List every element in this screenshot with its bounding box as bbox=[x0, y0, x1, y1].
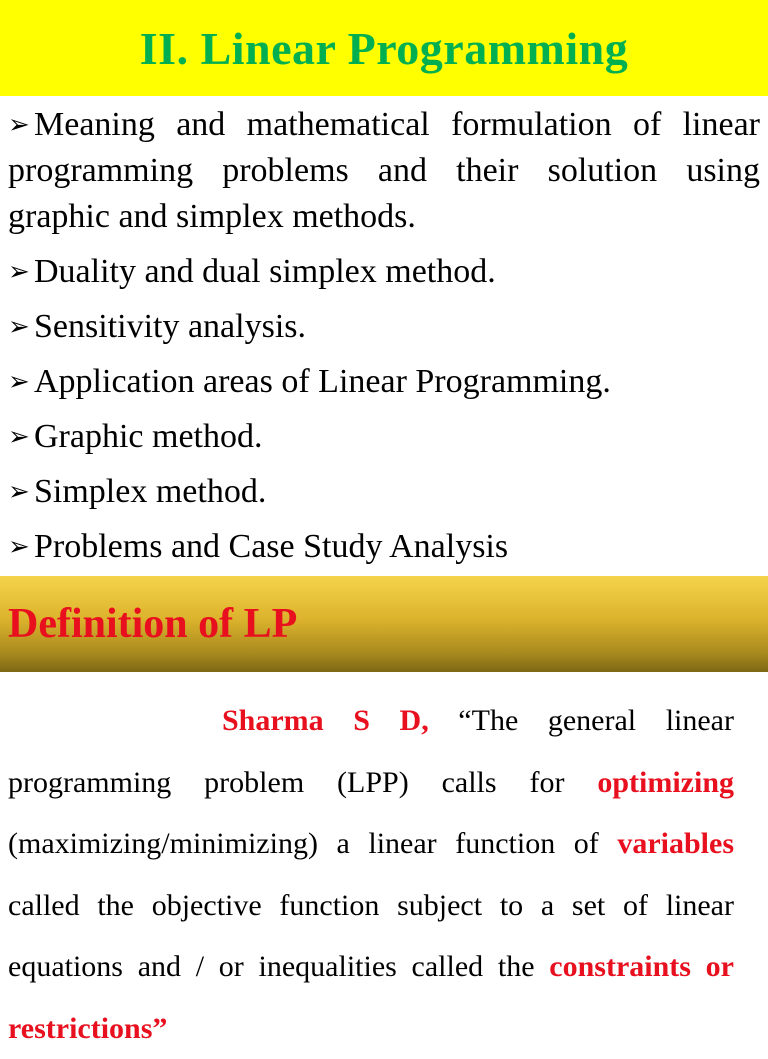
arrowhead-bullet-icon: ➢ bbox=[8, 367, 30, 397]
definition-segment: (maximizing/minimizing) a linear function of bbox=[8, 827, 618, 860]
arrowhead-bullet-icon: ➢ bbox=[8, 532, 30, 562]
definition-banner bbox=[0, 576, 768, 672]
author-name: Sharma S D, bbox=[222, 704, 429, 737]
list-item: ➢ Simplex method. bbox=[8, 469, 760, 515]
highlight-optimizing: optimizing bbox=[597, 765, 734, 799]
definition-segment: called the objective function subject to a set of linear equations and / or inequalities called the bbox=[8, 888, 734, 983]
list-item: ➢ Sensitivity analysis. bbox=[8, 304, 760, 350]
highlight-constraints: constraints or restrictions” bbox=[8, 950, 734, 1045]
definition-text bbox=[8, 690, 734, 1059]
list-item: ➢ Application areas of Linear Programming. bbox=[8, 359, 760, 405]
arrowhead-bullet-icon: ➢ bbox=[8, 422, 30, 452]
title-banner bbox=[0, 0, 768, 96]
arrowhead-bullet-icon: ➢ bbox=[8, 110, 30, 140]
topic-list bbox=[8, 102, 760, 579]
definition-heading: Definition of LP bbox=[8, 601, 298, 647]
list-item: ➢ Problems and Case Study Analysis bbox=[8, 524, 760, 570]
highlight-variables: variables bbox=[617, 827, 734, 860]
arrowhead-bullet-icon: ➢ bbox=[8, 477, 30, 507]
list-item: ➢ Graphic method. bbox=[8, 414, 760, 460]
slide-title: II. Linear Programming bbox=[139, 22, 629, 74]
arrowhead-bullet-icon: ➢ bbox=[8, 312, 30, 342]
list-item: ➢ Duality and dual simplex method. bbox=[8, 249, 760, 295]
arrowhead-bullet-icon: ➢ bbox=[8, 257, 30, 287]
definition-segment: “The general linear programming problem (LPP) calls for bbox=[8, 704, 734, 799]
list-item: ➢ Meaning and mathematical formulation of linear programming problems and their solution using graphic and simplex methods. bbox=[8, 102, 760, 240]
